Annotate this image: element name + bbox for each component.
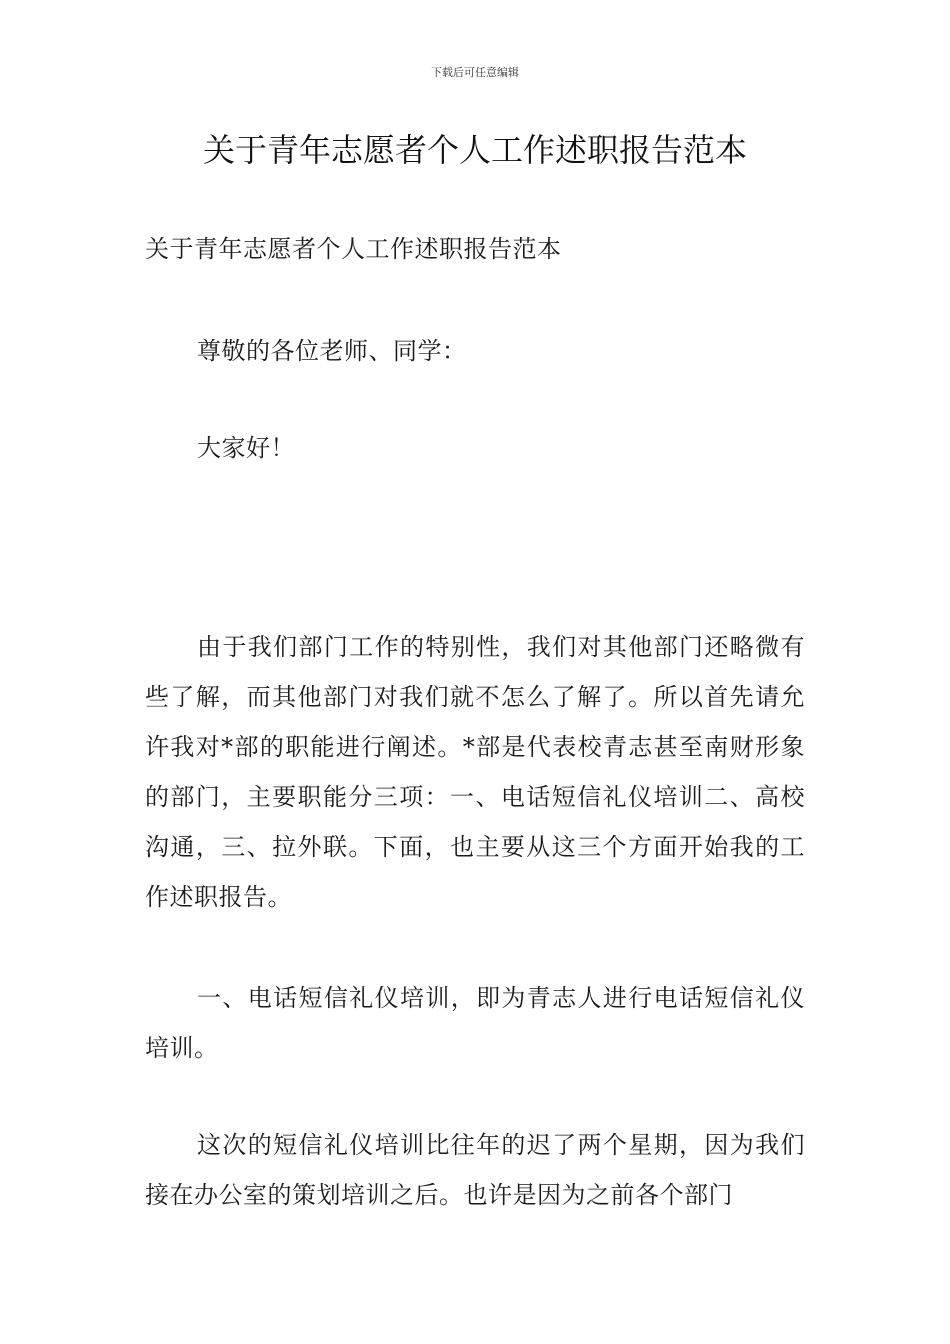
document-subtitle: 关于青年志愿者个人工作述职报告范本	[145, 235, 562, 263]
body-paragraph: 一、电话短信礼仪培训，即为青志人进行电话短信礼仪培训。	[145, 984, 805, 1062]
body-paragraph: 由于我们部门工作的特别性，我们对其他部门还略微有些了解，而其他部门对我们就不怎么了解了。所以首先请允许我对*部的职能进行阐述。*部是代表校青志甚至南财形象的部门，主要职能分三项：一、电话短信礼仪培训二、高校沟通，三、拉外联。下面，也主要从这三个方面开始我的工作述职报告。	[145, 633, 805, 911]
header-note: 下载后可任意编辑	[431, 66, 519, 79]
greeting: 大家好！	[197, 434, 295, 462]
salutation: 尊敬的各位老师、同学：	[197, 337, 467, 365]
document-title: 关于青年志愿者个人工作述职报告范本	[202, 131, 747, 169]
body-paragraph: 这次的短信礼仪培训比往年的迟了两个星期，因为我们接在办公室的策划培训之后。也许是因为之前各个部门	[145, 1131, 805, 1209]
